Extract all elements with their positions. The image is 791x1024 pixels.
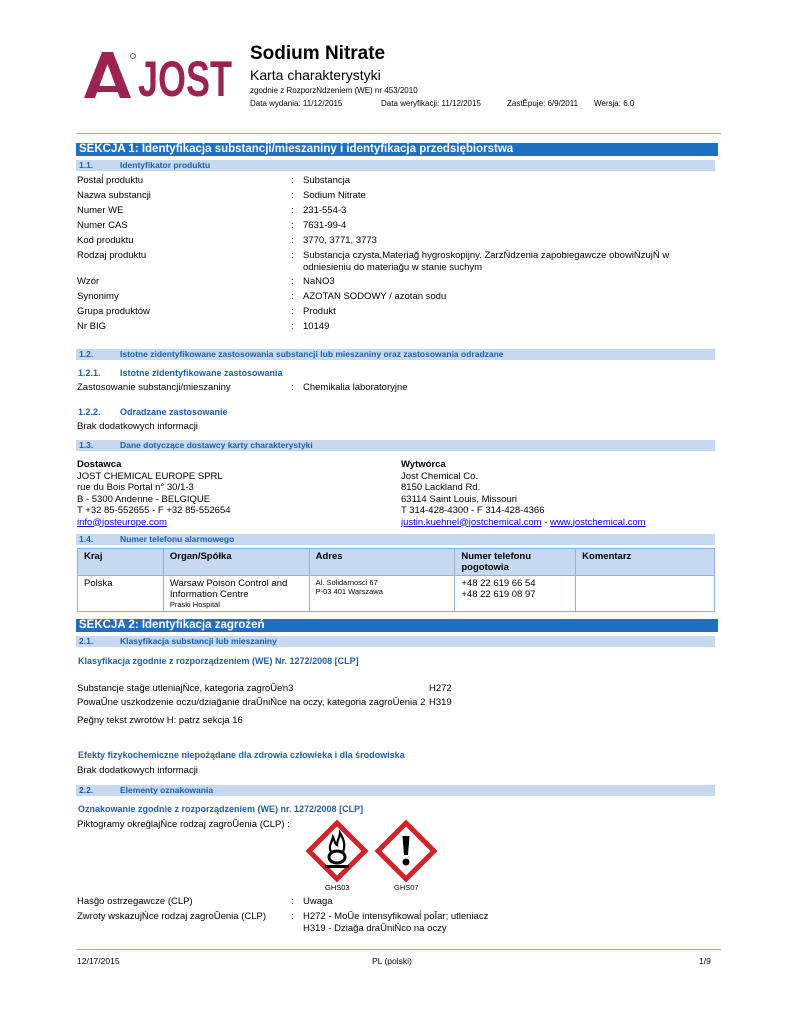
supplier-line: JOST CHEMICAL EUROPE SPRL: [77, 470, 223, 482]
link-separator: -: [541, 516, 551, 528]
phone-cell: [455, 576, 576, 612]
product-row-value: 10149: [303, 321, 330, 332]
manufacturer-line: T 314-428-4300 - F 314-428-4366: [401, 505, 545, 516]
column-header: Organ/Spółka: [163, 549, 309, 576]
subsection-title: Odradzane zastosowanie: [120, 407, 228, 417]
subsection-number: 1.3.: [79, 440, 94, 450]
subsection-title: Dane dotyczące dostawcy karty charakterystyki: [120, 440, 313, 450]
product-row-value: AZOTAN SODOWY / azotan sodu: [303, 291, 447, 302]
product-row-value: Sodium Nitrate: [303, 190, 366, 201]
colon: :: [291, 306, 294, 317]
subsection-1-2-1: [78, 368, 478, 380]
section-2-title: SEKCJA 2: Identyfikacja zagrożeń: [76, 619, 718, 632]
supplier-line: B - 5300 Andenne - BELGIQUE: [77, 493, 211, 505]
product-row-value: 7631-99-4: [303, 220, 347, 231]
ghs07-exclamation-icon: [375, 820, 437, 882]
product-row-value: Substancja czysta,Materiağ hygroskopijny. ZarzŃdzenia zapobiegawcze obowiŃzujŃ w odniesieniu do materiağu w stanie suchym: [303, 250, 670, 273]
organization-name: Warsaw Poison Control and Information Centre: [169, 578, 288, 600]
manufacturer-line: 63114 Saint Louis, Missouri: [401, 493, 517, 505]
table-row: [78, 576, 715, 612]
hazard-statements-value: [303, 911, 703, 935]
subsection-title: Istotne zidentyfikowane zastosowania: [120, 368, 283, 378]
colon: :: [291, 291, 294, 302]
ghs03-oxidizer-icon: [306, 820, 368, 882]
product-row-key: Nazwa substancji: [77, 190, 151, 201]
product-row-value: 231-554-3: [303, 205, 347, 216]
classification-text: Substancje staĝe utleniajŃce, kategoria zagroŬeŉ3: [77, 683, 294, 694]
colon: :: [291, 276, 294, 287]
manufacturer-website-link[interactable]: www.jostchemical.com: [550, 516, 646, 528]
manufacturer-email-link[interactable]: justin.kuehnel@jostchemical.com: [401, 516, 542, 528]
effects-heading: Efekty fizykochemiczne niepożądane dla zdrowia człowieka i dla środowiska: [78, 750, 405, 760]
supplier-line: T +32 85-552655 - F +32 85-552654: [77, 505, 231, 516]
footer-language: PL (polski): [372, 956, 412, 966]
supplier-block: [77, 459, 377, 528]
colon: :: [291, 382, 294, 393]
subsection-title: Istotne zidentyfikowane zastosowania substancji lub mieszaniny oraz zastosowania odradzane: [120, 349, 504, 359]
address-line: P-03 401 Warszawa: [315, 587, 383, 596]
classification-code: H272: [429, 683, 452, 694]
colon: :: [291, 220, 294, 231]
organization-note: Praski Hospital: [169, 600, 220, 609]
classification-text: PowaŬne uszkodzenie oczu/dziağanie draŬniŃce na oczy, kategoria zagroŬenia 2: [77, 697, 426, 708]
colon: :: [291, 911, 294, 922]
product-row-key: Grupa produktów: [77, 306, 150, 317]
pictogram-label: GHS07: [394, 883, 419, 892]
manufacturer-line: 8150 Lackland Rd.: [401, 482, 481, 493]
product-row-value: NaNO3: [303, 276, 335, 287]
manufacturer-line: Jost Chemical Co.: [401, 470, 479, 482]
full-text-note: Peğny tekst zwrotów H: patrz sekcja 16: [77, 715, 243, 726]
document-title: Sodium Nitrate: [250, 43, 386, 64]
column-header: Komentarz: [576, 549, 715, 576]
organization-cell: [163, 576, 309, 612]
footer-divider: [76, 949, 721, 950]
colon: :: [291, 205, 294, 216]
subsection-number: 2.1.: [79, 636, 94, 646]
manufacturer-block: [401, 459, 721, 528]
footer-date: 12/17/2015: [77, 956, 120, 966]
hazard-statement: H319 - Dziağa draŬniŃco na oczy: [303, 923, 447, 934]
subsection-number: 1.2.: [79, 349, 94, 359]
column-header: Adres: [309, 549, 455, 576]
issue-date: Data wydania: 11/12/2015: [250, 99, 343, 108]
classification-code: H319: [429, 697, 452, 708]
use-value: Chemikalia laboratoryjne: [303, 382, 408, 393]
comment-cell: [576, 576, 715, 612]
product-row-key: Numer WE: [77, 205, 124, 216]
subsection-title: Klasyfikacja substancji lub mieszaniny: [120, 636, 277, 646]
header-divider: [76, 133, 721, 134]
subsection-2-2: [76, 785, 715, 796]
supplier-email-link[interactable]: info@josteurope.com: [77, 516, 167, 528]
signal-word-value: Uwaga: [303, 896, 333, 907]
subsection-1-2-2: [78, 407, 478, 419]
labelling-heading: Oznakowanie zgodnie z rozporządzeniem (WE) nr. 1272/2008 [CLP]: [78, 804, 364, 814]
page-number: 1/9: [699, 956, 711, 966]
emergency-phone-table: [77, 548, 715, 612]
subsection-number: 1.1.: [79, 160, 94, 170]
section-1-title: SEKCJA 1: Identyfikacja substancji/mieszaniny i identyfikacja przedsiębiorstwa: [76, 143, 718, 156]
subsection-title: Identyfikator produktu: [120, 160, 211, 170]
subsection-title: Numer telefonu alarmowego: [120, 534, 235, 544]
subsection-1-3: [76, 440, 715, 451]
product-row-key: Wzór: [77, 276, 100, 287]
no-info-text: Brak dodatkowych informacji: [77, 421, 198, 432]
product-row-value: 3770, 3771, 3773: [303, 235, 377, 246]
column-header: Kraj: [78, 549, 164, 576]
colon: :: [291, 250, 294, 261]
address-cell: [309, 576, 455, 612]
product-row-key: Kod produktu: [77, 235, 134, 246]
product-row-key: Postaĺ produktu: [77, 175, 144, 186]
table-header-row: [78, 549, 715, 576]
subsection-number: 1.2.1.: [78, 368, 101, 378]
supersedes-date: ZastĚpuje: 6/9/2011: [507, 99, 579, 108]
no-info-text: Brak dodatkowych informacji: [77, 765, 198, 776]
logo-wordmark: JOST: [138, 51, 232, 107]
colon: :: [291, 896, 294, 907]
jost-logo: [82, 48, 234, 107]
phone-number: +48 22 619 08 97: [461, 589, 536, 600]
subsection-number: 1.2.2.: [78, 407, 101, 417]
supplier-heading: Dostawca: [77, 459, 122, 470]
subsection-number: 2.2.: [79, 785, 94, 795]
colon: :: [291, 321, 294, 332]
product-row-key: Nr BIG: [77, 321, 107, 332]
subsection-1-1: [76, 160, 715, 171]
hazard-statements-key: Zwroty wskazujŃce rodzaj zagroŬenia (CLP): [77, 911, 267, 922]
pictogram-label: GHS03: [325, 883, 350, 892]
subsection-1-4: [76, 534, 715, 545]
hazard-statement: H272 - MoŬe intensyfikowaĺ poĬar; utleniacz: [303, 911, 489, 922]
subsection-number: 1.4.: [79, 534, 94, 544]
version: Wersja: 6.0: [594, 99, 635, 108]
colon: :: [291, 190, 294, 201]
subsection-1-2: [76, 349, 715, 360]
product-row-value: Produkt: [303, 306, 336, 317]
product-row-key: Numer CAS: [77, 220, 128, 231]
pictogram-key: Piktogramy okreĝlajŃce rodzaj zagroŬenia (CLP) :: [77, 819, 290, 830]
revision-date: Data weryfikacji: 11/12/2015: [381, 99, 481, 108]
colon: :: [291, 175, 294, 186]
product-row-key: Synonimy: [77, 291, 119, 302]
country-cell: Polska: [78, 576, 164, 612]
column-header: Numer telefonu pogotowia: [455, 549, 576, 576]
manufacturer-heading: Wytwórca: [401, 459, 446, 470]
clp-classification-heading: Klasyfikacja zgodnie z rozporządzeniem (WE) Nr. 1272/2008 [CLP]: [78, 656, 359, 666]
colon: :: [291, 235, 294, 246]
supplier-line: rue du Bois Portal n° 30/1-3: [77, 482, 194, 493]
regulation-note: zgodnie z RozporzŃdzeniem (WE) nr 453/2010: [250, 86, 418, 95]
document-subtitle: Karta charakterystyki: [250, 67, 381, 83]
product-row-value: Substancja: [303, 175, 351, 186]
use-key: Zastosowanie substancji/mieszaniny: [77, 382, 231, 393]
subsection-title: Elementy oznakowania: [120, 785, 214, 795]
product-row-key: Rodzaj produktu: [77, 250, 147, 261]
phone-number: +48 22 619 66 54: [461, 578, 536, 589]
address-line: Al. Solidarnosci 67: [315, 578, 378, 587]
subsection-2-1: [76, 636, 715, 647]
signal-word-key: Hasĝo ostrzegawcze (CLP): [77, 896, 193, 907]
